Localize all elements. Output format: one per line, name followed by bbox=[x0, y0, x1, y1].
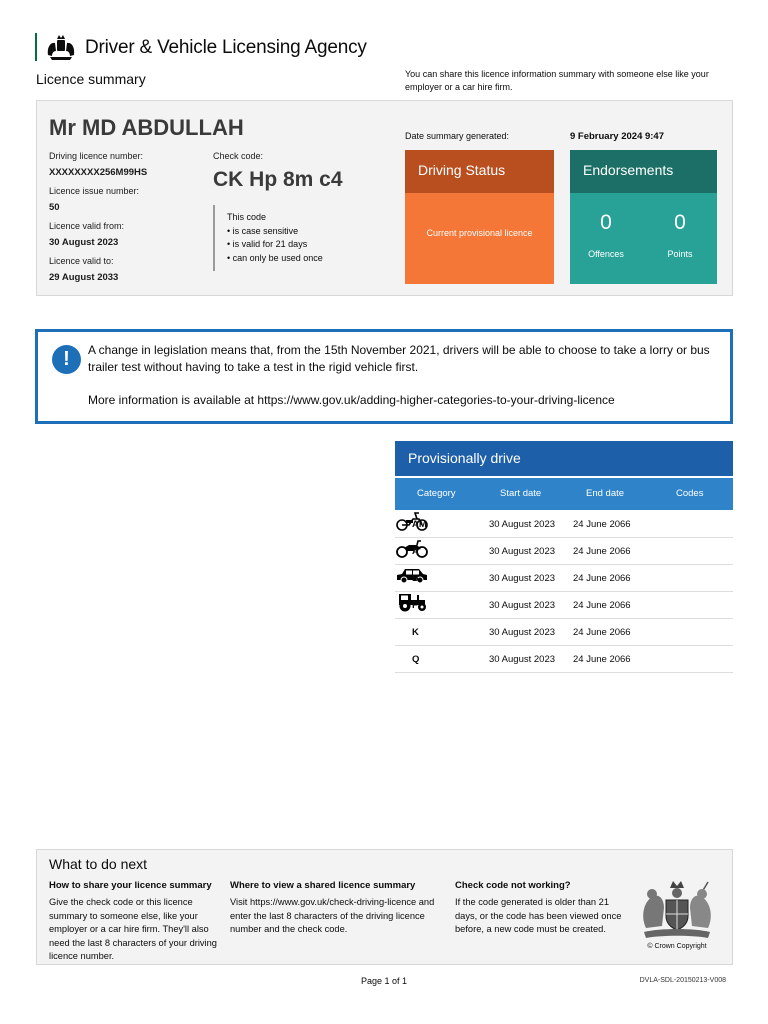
agency-name: Driver & Vehicle Licensing Agency bbox=[85, 37, 367, 58]
check-code-note: • can only be used once bbox=[227, 252, 323, 266]
summary-date: 9 February 2024 9:47 bbox=[570, 131, 665, 142]
valid-to-label: Licence valid to: bbox=[49, 256, 114, 266]
table-row bbox=[395, 646, 733, 673]
column-codes: Codes bbox=[676, 488, 704, 499]
view-heading: Where to view a shared licence summary bbox=[230, 880, 416, 891]
table-row bbox=[395, 592, 733, 619]
driving-status-title: Driving Status bbox=[405, 150, 554, 193]
check-code-note: • is valid for 21 days bbox=[227, 238, 323, 252]
notice-more-info: More information is available at https://www.gov.uk/adding-higher-categories-to-your-driving-licence bbox=[88, 393, 615, 407]
column-start-date: Start date bbox=[500, 488, 542, 499]
row-category: B bbox=[412, 573, 419, 584]
royal-coat-of-arms-icon bbox=[636, 878, 718, 940]
driving-status-value: Current provisional licence bbox=[426, 228, 533, 238]
check-code-label: Check code: bbox=[213, 151, 264, 161]
row-end-date: 24 June 2066 bbox=[573, 654, 631, 665]
row-category: K bbox=[412, 627, 419, 638]
column-end-date: End date bbox=[586, 488, 625, 499]
notice-text: A change in legislation means that, from the 15th November 2021, drivers will be able to choose to take a lorry or bus trailer test without having to take a test in the rigid vehicle first. bbox=[88, 343, 710, 374]
row-start-date: 30 August 2023 bbox=[489, 600, 556, 611]
valid-to: 29 August 2033 bbox=[49, 272, 119, 283]
row-start-date: 30 August 2023 bbox=[489, 546, 556, 557]
provisional-table-header bbox=[395, 478, 733, 510]
row-start-date: 30 August 2023 bbox=[489, 654, 556, 665]
share-text: Give the check code or this licence summary to someone else, like your employer or a car hire firm. They'll also need the last 8 characters of your driving licence number. bbox=[49, 897, 217, 961]
valid-from-label: Licence valid from: bbox=[49, 221, 125, 231]
endorsements-title: Endorsements bbox=[570, 150, 717, 193]
view-text: Visit https://www.gov.uk/check-driving-licence and enter the last 8 characters of the driving licence number and the check code. bbox=[230, 897, 435, 934]
issue-number: 50 bbox=[49, 202, 60, 213]
brand-bar bbox=[35, 33, 37, 61]
row-start-date: 30 August 2023 bbox=[489, 627, 556, 638]
share-note: You can share this licence information summary with someone else like your employer or a car hire firm. bbox=[405, 69, 709, 92]
issue-number-label: Licence issue number: bbox=[49, 186, 140, 196]
points-count: 0 bbox=[674, 211, 686, 234]
check-code: CK Hp 8m c4 bbox=[213, 168, 343, 191]
column-category: Category bbox=[417, 488, 456, 499]
points-label: Points bbox=[667, 249, 693, 259]
crown-copyright: © Crown Copyright bbox=[647, 943, 707, 950]
not-working-text: If the code generated is older than 21 days, or the code has been viewed once before, a new code must be created. bbox=[455, 897, 622, 934]
page-number: Page 1 of 1 bbox=[360, 976, 408, 986]
row-end-date: 24 June 2066 bbox=[573, 519, 631, 530]
table-row bbox=[395, 538, 733, 565]
row-start-date: 30 August 2023 bbox=[489, 573, 556, 584]
row-category: A bbox=[412, 546, 419, 557]
row-end-date: 24 June 2066 bbox=[573, 600, 631, 611]
row-category: F bbox=[412, 600, 418, 611]
row-end-date: 24 June 2066 bbox=[573, 546, 631, 557]
check-code-note: • is case sensitive bbox=[227, 225, 323, 239]
table-row bbox=[395, 565, 733, 592]
row-end-date: 24 June 2066 bbox=[573, 627, 631, 638]
document-reference: DVLA-SDL-20150213-V008 bbox=[639, 977, 726, 984]
what-to-do-next-title: What to do next bbox=[49, 856, 148, 872]
royal-crest-icon bbox=[44, 33, 78, 61]
check-code-notes-intro: This code bbox=[227, 212, 267, 222]
document-title: Licence summary bbox=[36, 71, 146, 87]
licence-number-label: Driving licence number: bbox=[49, 151, 144, 161]
row-end-date: 24 June 2066 bbox=[573, 573, 631, 584]
summary-date-label: Date summary generated: bbox=[405, 131, 510, 141]
not-working-heading: Check code not working? bbox=[455, 880, 571, 891]
offences-label: Offences bbox=[588, 249, 624, 259]
row-start-date: 30 August 2023 bbox=[489, 519, 556, 530]
table-row bbox=[395, 619, 733, 646]
share-heading: How to share your licence summary bbox=[49, 880, 212, 891]
licence-holder-name: Mr MD ABDULLAH bbox=[49, 115, 244, 140]
licence-number: XXXXXXXX256M99HS bbox=[49, 167, 148, 178]
provisional-title: Provisionally drive bbox=[395, 441, 733, 476]
row-category: AM bbox=[412, 519, 427, 530]
check-code-notes bbox=[213, 205, 323, 271]
valid-from: 30 August 2023 bbox=[49, 237, 119, 248]
row-category: Q bbox=[412, 654, 420, 665]
offences-count: 0 bbox=[600, 211, 612, 234]
alert-icon: ! bbox=[52, 345, 81, 374]
table-row bbox=[395, 511, 733, 538]
